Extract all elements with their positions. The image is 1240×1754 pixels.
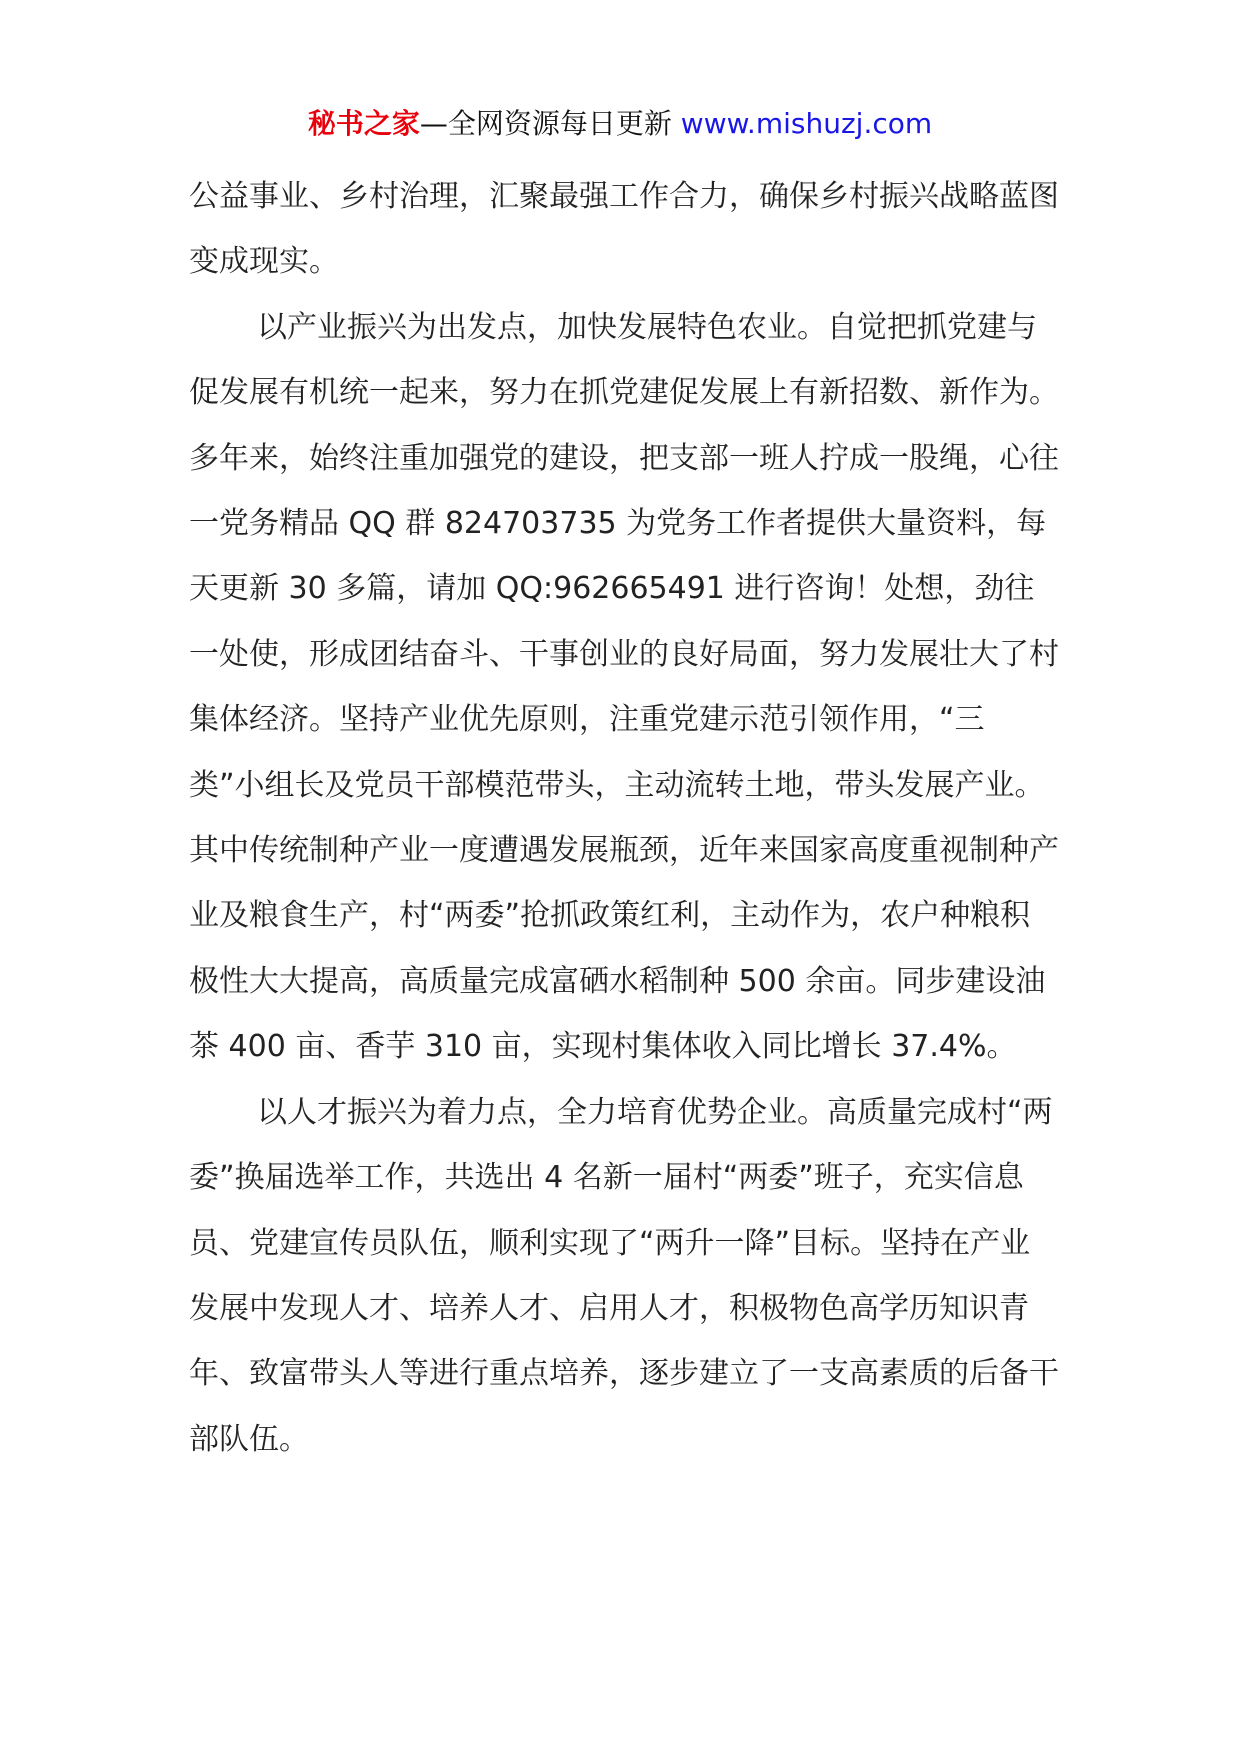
paragraph-industry-revitalization: 以产业振兴为出发点，加快发展特色农业。自觉把抓党建与促发展有机统一起来，努力在抓党建促发展上有新招数、新作为。多年来，始终注重加强党的建设，把支部一班人拧成一股绳，心往一党务精品 QQ 群 824703735 为党务工作者提供大量资料，每天更新 30 多篇，请加 QQ:962665491 进行咨询！处想，劲往一处使，形成团结奋斗、干事创业的良好局面，努力发展壮大了村集体经济。坚持产业优先原则，注重党建示范引领作用，“三类”小组长及党员干部模范带头，主动流转土地，带头发展产业。其中传统制种产业一度遭遇发展瓶颈，近年来国家高度重视制种产业及粮食生产，村“两委”抢抓政策红利，主动作为，农户种粮积极性大大提高，高质量完成富硒水稻制种 500 余亩。同步建设油茶 400 亩、香芋 310 亩，实现村集体收入同比增长 37.4%。 [189,309,1059,1065]
document-body [189,164,1059,1472]
watermark-header [0,104,1240,144]
paragraph-talent-revitalization: 以人才振兴为着力点，全力培育优势企业。高质量完成村“两委”换届选举工作，共选出 4 名新一届村“两委”班子，充实信息员、党建宣传员队伍，顺利实现了“两升一降”目标。坚持在产业发展中发现人才、培养人才、启用人才，积极物色高学历知识青年、致富带头人等进行重点培养，逐步建立了一支高素质的后备干部队伍。 [189,1094,1059,1457]
header-brand: 秘书之家 [307,107,420,140]
header-website-link[interactable]: www.mishuzj.com [680,107,933,140]
header-slogan: —全网资源每日更新 [419,107,672,140]
paragraph-continuation: 公益事业、乡村治理，汇聚最强工作合力，确保乡村振兴战略蓝图变成现实。 [189,179,1059,280]
